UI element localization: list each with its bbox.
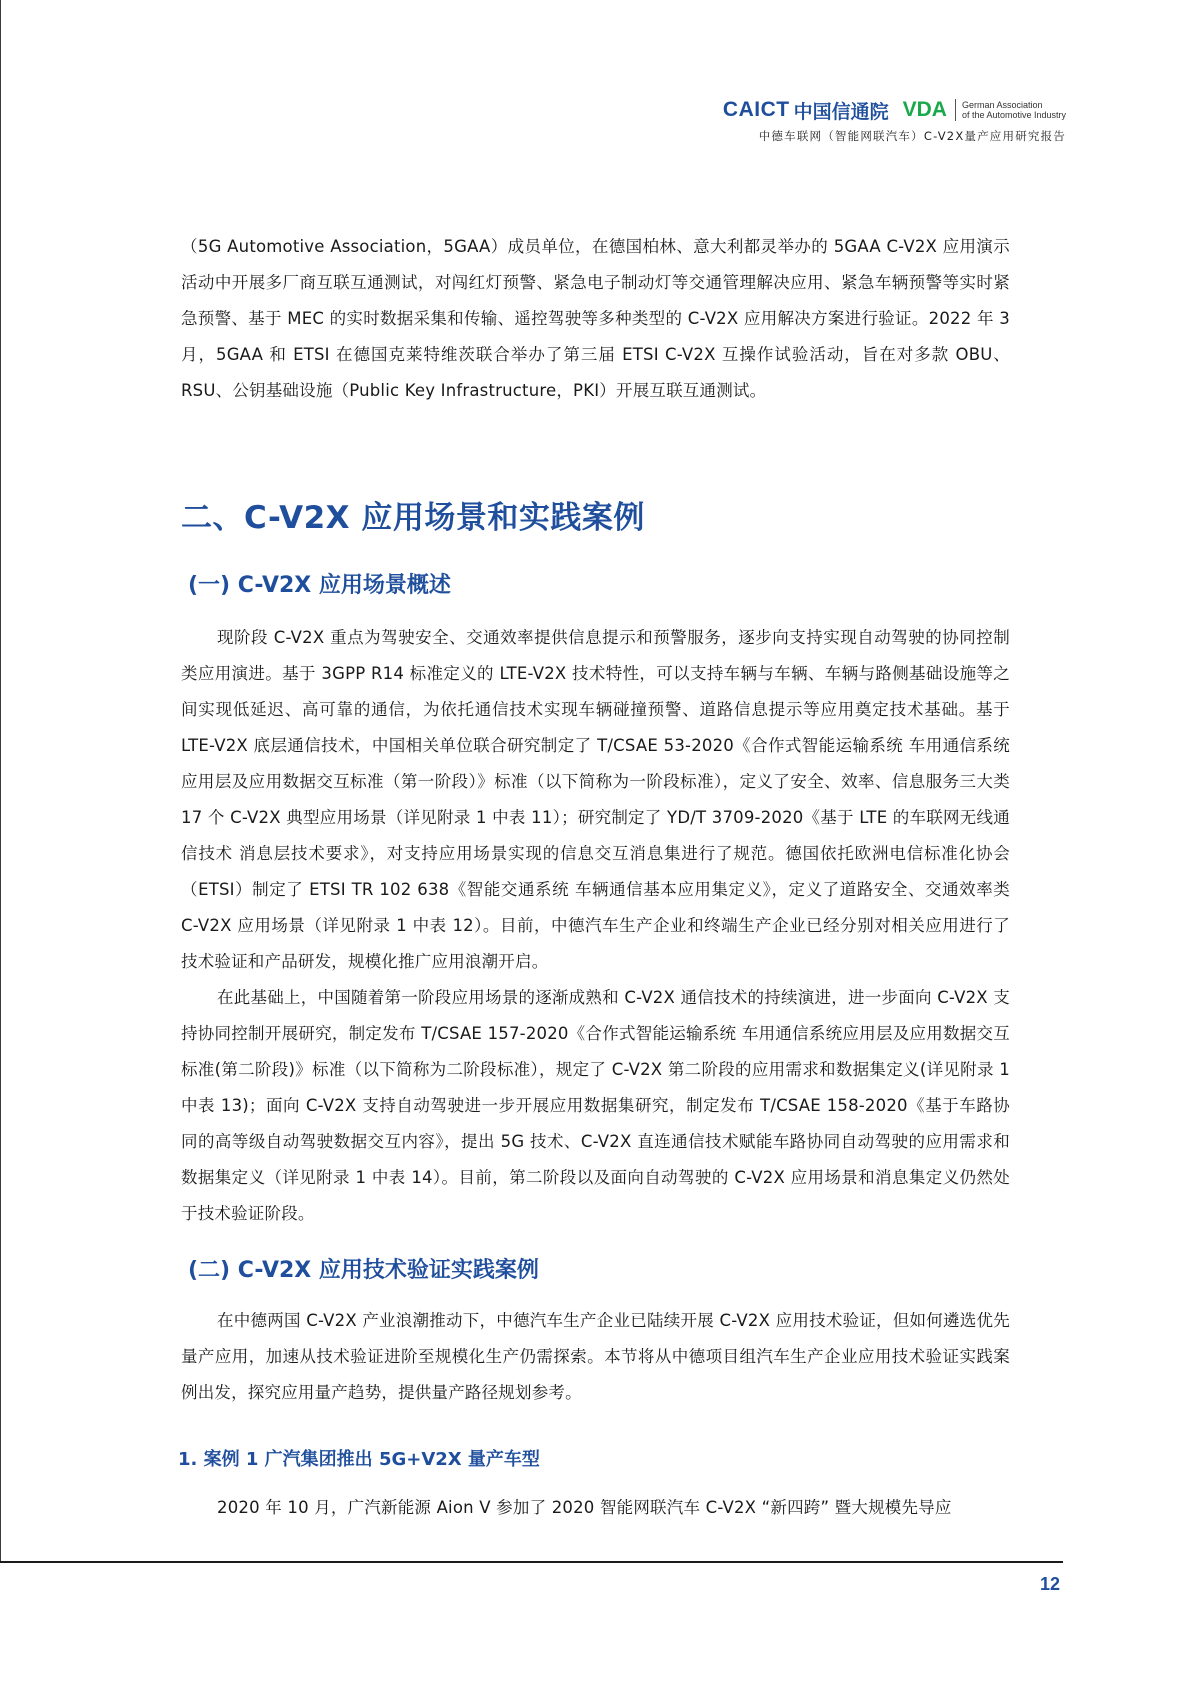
- overview-paragraph-1: 现阶段 C-V2X 重点为驾驶安全、交通效率提供信息提示和预警服务，逐步向支持实现自动驾驶的协同控制类应用演进。基于 3GPP R14 标准定义的 LTE-V2X 技术特性，可以支持车辆与车辆、车辆与路侧基础设施等之间实现低延迟、高可靠的通信，为依托通信技术实现车辆碰撞预警、道路信息提示等应用奠定技术基础。基于 LTE-V2X 底层通信技术，中国相关单位联合研究制定了 T/CSAE 53-2020《合作式智能运输系统 车用通信系统应用层及应用数据交互标准（第一阶段）》标准（以下简称为一阶段标准），定义了安全、效率、信息服务三大类 17 个 C-V2X 典型应用场景（详见附录 1 中表 11）；研究制定了 YD/T 3709-2020《基于 LTE 的车联网无线通信技术 消息层技术要求》，对支持应用场景实现的信息交互消息集进行了规范。德国依托欧洲电信标准化协会（ETSI）制定了 ETSI TR 102 638《智能交通系统 车辆通信基本应用集定义》，定义了道路安全、交通效率类 C-V2X 应用场景（详见附录 1 中表 12）。目前，中德汽车生产企业和终端生产企业已经分别对相关应用进行了技术验证和产品研发，规模化推广应用浪潮开启。: [181, 628, 1010, 971]
- caict-chinese-name: 中国信通院: [793, 100, 889, 123]
- overview-paragraph-2: 在此基础上，中国随着第一阶段应用场景的逐渐成熟和 C-V2X 通信技术的持续演进，进一步面向 C-V2X 支持协同控制开展研究，制定发布 T/CSAE 157-2020《合作式智能运输系统 车用通信系统应用层及应用数据交互标准(第二阶段)》标准（以下简称为二阶段标准），规定了 C-V2X 第二阶段的应用需求和数据集定义(详见附录 1 中表 13)；面向 C-V2X 支持自动驾驶进一步开展应用数据集研究，制定发布 T/CSAE 158-2020《基于车路协同的高等级自动驾驶数据交互内容》，提出 5G 技术、C-V2X 直连通信技术赋能车路协同自动驾驶的应用需求和数据集定义（详见附录 1 中表 14）。目前，第二阶段以及面向自动驾驶的 C-V2X 应用场景和消息集定义仍然处于技术验证阶段。: [181, 988, 1010, 1223]
- chapter-heading: 二、C-V2X 应用场景和实践案例: [181, 500, 645, 536]
- cases-body: [181, 1303, 1010, 1411]
- vda-desc-line2: of the Automotive Industry: [961, 110, 1066, 120]
- section-heading-cases: (二) C-V2X 应用技术验证实践案例: [188, 1258, 539, 1283]
- logo-divider: [955, 99, 956, 121]
- vda-desc-line1: German Association: [961, 100, 1043, 110]
- logo-row: [723, 94, 1066, 126]
- cases-paragraph-1: 在中德两国 C-V2X 产业浪潮推动下，中德汽车生产企业已陆续开展 C-V2X 应用技术验证，但如何遴选优先量产应用，加速从技术验证进阶至规模化生产仍需探索。本节将从中德项目组汽车生产企业应用技术验证实践案例出发，探究应用量产趋势，提供量产路径规划参考。: [181, 1311, 1010, 1402]
- section-heading-overview: (一) C-V2X 应用场景概述: [188, 573, 451, 598]
- page-header: [723, 94, 1066, 144]
- case-1-heading: 1. 案例 1 广汽集团推出 5G+V2X 量产车型: [178, 1449, 540, 1470]
- footer-rule: [0, 1561, 1063, 1563]
- caict-logo: CAICT: [722, 98, 790, 121]
- case-1-body: [181, 1490, 1010, 1526]
- overview-body: [181, 620, 1010, 1232]
- report-title: 中德车联网（智能网联汽车）C-V2X量产应用研究报告: [758, 129, 1066, 143]
- page-number: 12: [1040, 1574, 1061, 1594]
- left-border-line: [0, 0, 1, 1562]
- vda-description: [962, 100, 1066, 120]
- vda-logo: VDA: [902, 98, 947, 121]
- intro-paragraph: （5G Automotive Association，5GAA）成员单位，在德国柏林、意大利都灵举办的 5GAA C-V2X 应用演示活动中开展多厂商互联互通测试，对闯红灯预警、紧急电子制动灯等交通管理解决应用、紧急车辆预警等实时紧急预警、基于 MEC 的实时数据采集和传输、遥控驾驶等多种类型的 C-V2X 应用解决方案进行验证。2022 年 3 月，5GAA 和 ETSI 在德国克莱特维茨联合举办了第三届 ETSI C-V2X 互操作试验活动，旨在对多款 OBU、RSU、公钥基础设施（Public Key Infrastructure，PKI）开展互联互通测试。: [181, 237, 1010, 400]
- intro-block: [181, 229, 1010, 409]
- case-1-paragraph-1: 2020 年 10 月，广汽新能源 Aion V 参加了 2020 智能网联汽车 C-V2X “新四跨” 暨大规模先导应: [217, 1498, 952, 1517]
